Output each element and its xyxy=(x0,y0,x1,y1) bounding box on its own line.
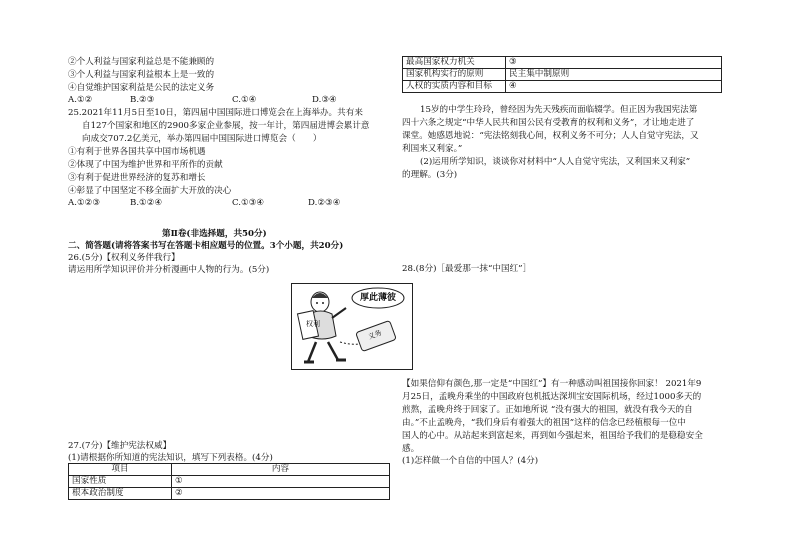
material-paragraph-line1: 15岁的中学生玲玲，曾经因为先天残疾而面临辍学。但正因为我国宪法第 xyxy=(420,105,698,115)
table-row xyxy=(403,57,722,69)
table-cell-item: 国家性质 xyxy=(69,476,172,488)
choice-a[interactable]: A.①② xyxy=(68,95,93,105)
choice-c[interactable]: C.①④ xyxy=(232,95,257,105)
material-paragraph-line3: 课堂。她感恩地说：“宪法铭刻我心间，权利义务不可分；人人自觉守宪法，又 xyxy=(402,131,699,141)
q28-part1: (1)怎样做一个自信的中国人？(4分) xyxy=(402,456,539,466)
choice-c[interactable]: C.①③④ xyxy=(232,198,265,208)
material-paragraph-line2: 四十六条之规定“中华人民共和国公民有受教育的权利和义务”，才让地走进了 xyxy=(402,118,695,128)
choice-b[interactable]: B.①②④ xyxy=(130,198,163,208)
q25-stem-line2: 自127个国家和地区的2900多家企业参展，按一年计，第四届进博会累计意 xyxy=(82,121,370,131)
cartoon-caption: 厚此薄彼 xyxy=(360,293,397,303)
table-cell-content[interactable]: ④ xyxy=(506,81,722,93)
option-4: ④自觉维护国家利益是公民的法定义务 xyxy=(68,83,215,93)
table-row xyxy=(403,69,722,81)
cartoon-image xyxy=(291,283,413,370)
table-cell-content: 民主集中制原则 xyxy=(506,69,722,81)
q25-statement-1: ①有利于世界各国共享中国市场机遇 xyxy=(68,147,206,157)
q26-task: 请运用所学知识评价并分析漫画中人物的行为。(5分) xyxy=(68,265,270,275)
choice-d[interactable]: D.②③④ xyxy=(308,198,341,208)
q25-statement-4: ④彰显了中国坚定不移全面扩大开放的决心 xyxy=(68,186,232,196)
option-3: ③个人利益与国家利益根本上是一致的 xyxy=(68,70,215,80)
table-header-content: 内容 xyxy=(172,464,390,476)
q26-heading: 26.(5分)【权利义务伴我行】 xyxy=(68,253,180,263)
option-2: ②个人利益与国家利益总是不能兼顾的 xyxy=(68,57,215,67)
table-header-item: 项目 xyxy=(69,464,172,476)
q25-statement-2: ②体现了中国为维护世界和平所作的贡献 xyxy=(68,160,223,170)
table-cell-item: 国家机构实行的原则 xyxy=(403,69,506,81)
q25-stem-line1: 25.2021年11月5日至10日，第四届中国国际进口博览会在上海举办。共有来 xyxy=(68,108,363,118)
constitution-table-part2 xyxy=(402,56,722,93)
q24-choices xyxy=(68,94,398,106)
q25-statement-3: ③有利于促进世界经济的复苏和增长 xyxy=(68,173,206,183)
constitution-table-part1 xyxy=(68,463,390,500)
part-2-title: 第Ⅱ卷(非选择题，共50分) xyxy=(162,229,267,239)
table-row xyxy=(69,488,390,500)
q27-part2-line2: 的理解。(3分) xyxy=(402,170,458,180)
table-cell-content[interactable]: ② xyxy=(172,488,390,500)
section-2-heading: 二、简答题(请将答案书写在答题卡相应题号的位置。3个小题，共20分) xyxy=(68,241,344,251)
table-cell-item: 根本政治制度 xyxy=(69,488,172,500)
table-cell-item: 人权的实质内容和目标 xyxy=(403,81,506,93)
q28-material-line1: 【如果信仰有颜色,那一定是“中国红”】有一种感动叫祖国接你回家！ 2021年9 xyxy=(402,379,702,389)
q28-material-line6: 感。 xyxy=(402,444,420,454)
q27-heading: 27.(7分)【维护宪法权威】 xyxy=(68,441,172,451)
q28-material-line5: 国人的心中。从站起来到富起来，再到如今强起来，祖国给予我们的是稳稳安全 xyxy=(402,431,703,441)
table-cell-item: 最高国家权力机关 xyxy=(403,57,506,69)
choice-d[interactable]: D.③④ xyxy=(312,95,337,105)
cartoon-tag-rights: 权利 xyxy=(306,320,320,328)
choice-a[interactable]: A.①②③ xyxy=(68,198,101,208)
table-cell-content[interactable]: ① xyxy=(172,476,390,488)
q28-material-line2: 月25日，孟晚舟乘坐的中国政府包机抵达深圳宝安国际机场，经过1000多天的 xyxy=(402,392,702,402)
q25-choices xyxy=(68,197,398,209)
q27-task: (1)请根据你所知道的宪法知识，填写下列表格。(4分) xyxy=(68,453,273,463)
table-row xyxy=(69,476,390,488)
q28-material-line4: 由。”不止孟晚舟，“我们身后有着强大的祖国”这样的信念已经植根每一位中 xyxy=(402,418,686,428)
table-cell-content[interactable]: ③ xyxy=(506,57,722,69)
q28-heading: 28.(8分)［最爱那一抹“中国红”］ xyxy=(402,264,532,274)
material-paragraph-line4: 利国来又利家。” xyxy=(402,144,463,154)
table-row xyxy=(403,81,722,93)
cartoon-tag-duty: 义务 xyxy=(367,328,383,342)
table-header-row xyxy=(69,464,390,476)
q28-material-line3: 煎熬，孟晚舟终于回家了。正如地所说 “没有强大的祖国，就没有我今天的自 xyxy=(402,405,693,415)
q27-part2-line1: (2)运用所学知识，谈谈你对材料中“人人自觉守宪法，又利国来又利家” xyxy=(420,157,691,167)
q25-stem-line3: 向成交707.2亿美元，举办第四届中国国际进口博览会（ ） xyxy=(82,134,322,144)
choice-b[interactable]: B.②③ xyxy=(130,95,155,105)
